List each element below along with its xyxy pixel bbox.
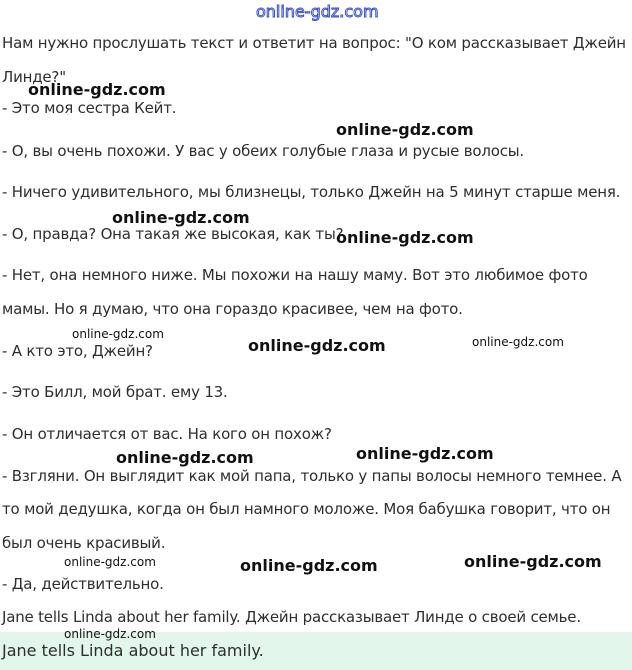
text-line: - Это Билл, мой брат. ему 13. [2,383,228,401]
watermark: online-gdz.com [356,444,494,463]
watermark: online-gdz.com [248,336,386,355]
text-line: - Ничего удивительного, мы близнецы, только Джейн на 5 минут старше меня. [2,183,621,201]
text-line: то мой дедушка, когда он был намного моложе. Моя бабушка говорит, что он [2,500,611,518]
text-line: Jane tells Linda about her family. Джейн рассказывает Линде о своей семье. [2,608,581,626]
text-line: - Это моя сестра Кейт. [2,99,177,117]
text-line: - Он отличается от вас. На кого он похож? [2,425,332,443]
watermark: online-gdz.com [336,120,474,139]
header-watermark: online-gdz.com [256,2,379,21]
watermark: online-gdz.com [464,552,602,571]
watermark: online-gdz.com [116,448,254,467]
watermark: online-gdz.com [64,627,156,641]
watermark: online-gdz.com [336,228,474,247]
text-line: был очень красивый. [2,534,166,552]
text-line: мамы. Но я думаю, что она гораздо красивее, чем на фото. [2,300,463,318]
text-line: Линде?" [2,68,66,86]
watermark: online-gdz.com [472,335,564,349]
watermark: online-gdz.com [72,327,164,341]
text-line: Нам нужно прослушать текст и ответит на вопрос: "О ком рассказывает Джейн [2,34,626,52]
text-line: - О, вы очень похожи. У вас у обеих голубые глаза и русые волосы. [2,142,524,160]
text-line: - Да, действительно. [2,575,164,593]
answer-text: Jane tells Linda about her family. [2,641,264,660]
watermark: online-gdz.com [28,80,166,99]
text-line: - О, правда? Она такая же высокая, как ты? [2,225,344,243]
text-line: - Взгляни. Он выглядит как мой папа, только у папы волосы немного темнее. А [2,467,622,485]
watermark: online-gdz.com [240,556,378,575]
text-line: - Нет, она немного ниже. Мы похожи на нашу маму. Вот это любимое фото [2,266,588,284]
text-line: - А кто это, Джейн? [2,342,153,360]
watermark: online-gdz.com [64,555,156,569]
watermark: online-gdz.com [112,208,250,227]
